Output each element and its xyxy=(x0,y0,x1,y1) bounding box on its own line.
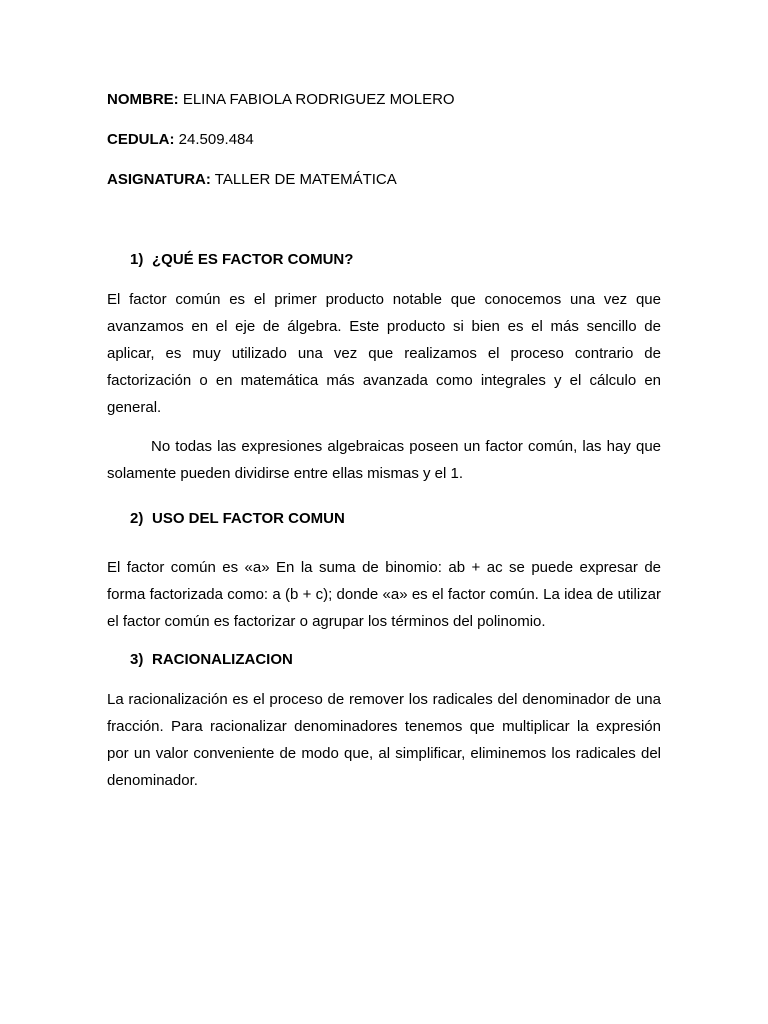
asignatura-label: ASIGNATURA: xyxy=(107,171,211,188)
asignatura-value: TALLER DE MATEMÁTICA xyxy=(210,171,397,188)
section-2-title: USO DEL FACTOR COMUN xyxy=(152,510,345,527)
section-2-number: 2) xyxy=(130,510,144,527)
cedula-field xyxy=(107,130,254,150)
cedula-label: CEDULA: xyxy=(107,131,175,148)
section-2-heading xyxy=(130,509,345,529)
section-1-number: 1) xyxy=(130,251,144,268)
section-1-title: ¿QUÉ ES FACTOR COMUN? xyxy=(152,251,354,268)
section-3-paragraph-1: La racionalización es el proceso de remover los radicales del denominador de una fracción. Para racionalizar denominadores tenemos que multiplicar la expresión por un valor conveniente de modo que, al simplificar, eliminemos los radicales del denominador. xyxy=(107,691,661,789)
asignatura-field xyxy=(107,170,397,190)
cedula-value: 24.509.484 xyxy=(174,131,254,148)
nombre-field xyxy=(107,90,455,110)
section-3-number: 3) xyxy=(130,651,144,668)
section-2-paragraph-1: El factor común es «a» En la suma de binomio: ab + ac se puede expresar de forma factorizada como: a (b + c); donde «a» es el factor común. La idea de utilizar el factor común es factorizar o agrupar los términos del polinomio. xyxy=(107,559,661,630)
section-3-heading xyxy=(130,650,293,670)
section-1-paragraph-1: El factor común es el primer producto notable que conocemos una vez que avanzamos en el eje de álgebra. Este producto si bien es el más sencillo de aplicar, es muy utilizado una vez que realizamos el proceso contrario de factorización o en matemática más avanzada como integrales y el cálculo en general. xyxy=(107,291,661,416)
nombre-label: NOMBRE: xyxy=(107,91,179,108)
section-1-paragraph-2: No todas las expresiones algebraicas poseen un factor común, las hay que solamente pueden dividirse entre ellas mismas y el 1. xyxy=(107,438,661,482)
section-3-title: RACIONALIZACION xyxy=(152,651,293,668)
section-1-heading xyxy=(130,250,353,270)
nombre-value: ELINA FABIOLA RODRIGUEZ MOLERO xyxy=(178,91,455,108)
